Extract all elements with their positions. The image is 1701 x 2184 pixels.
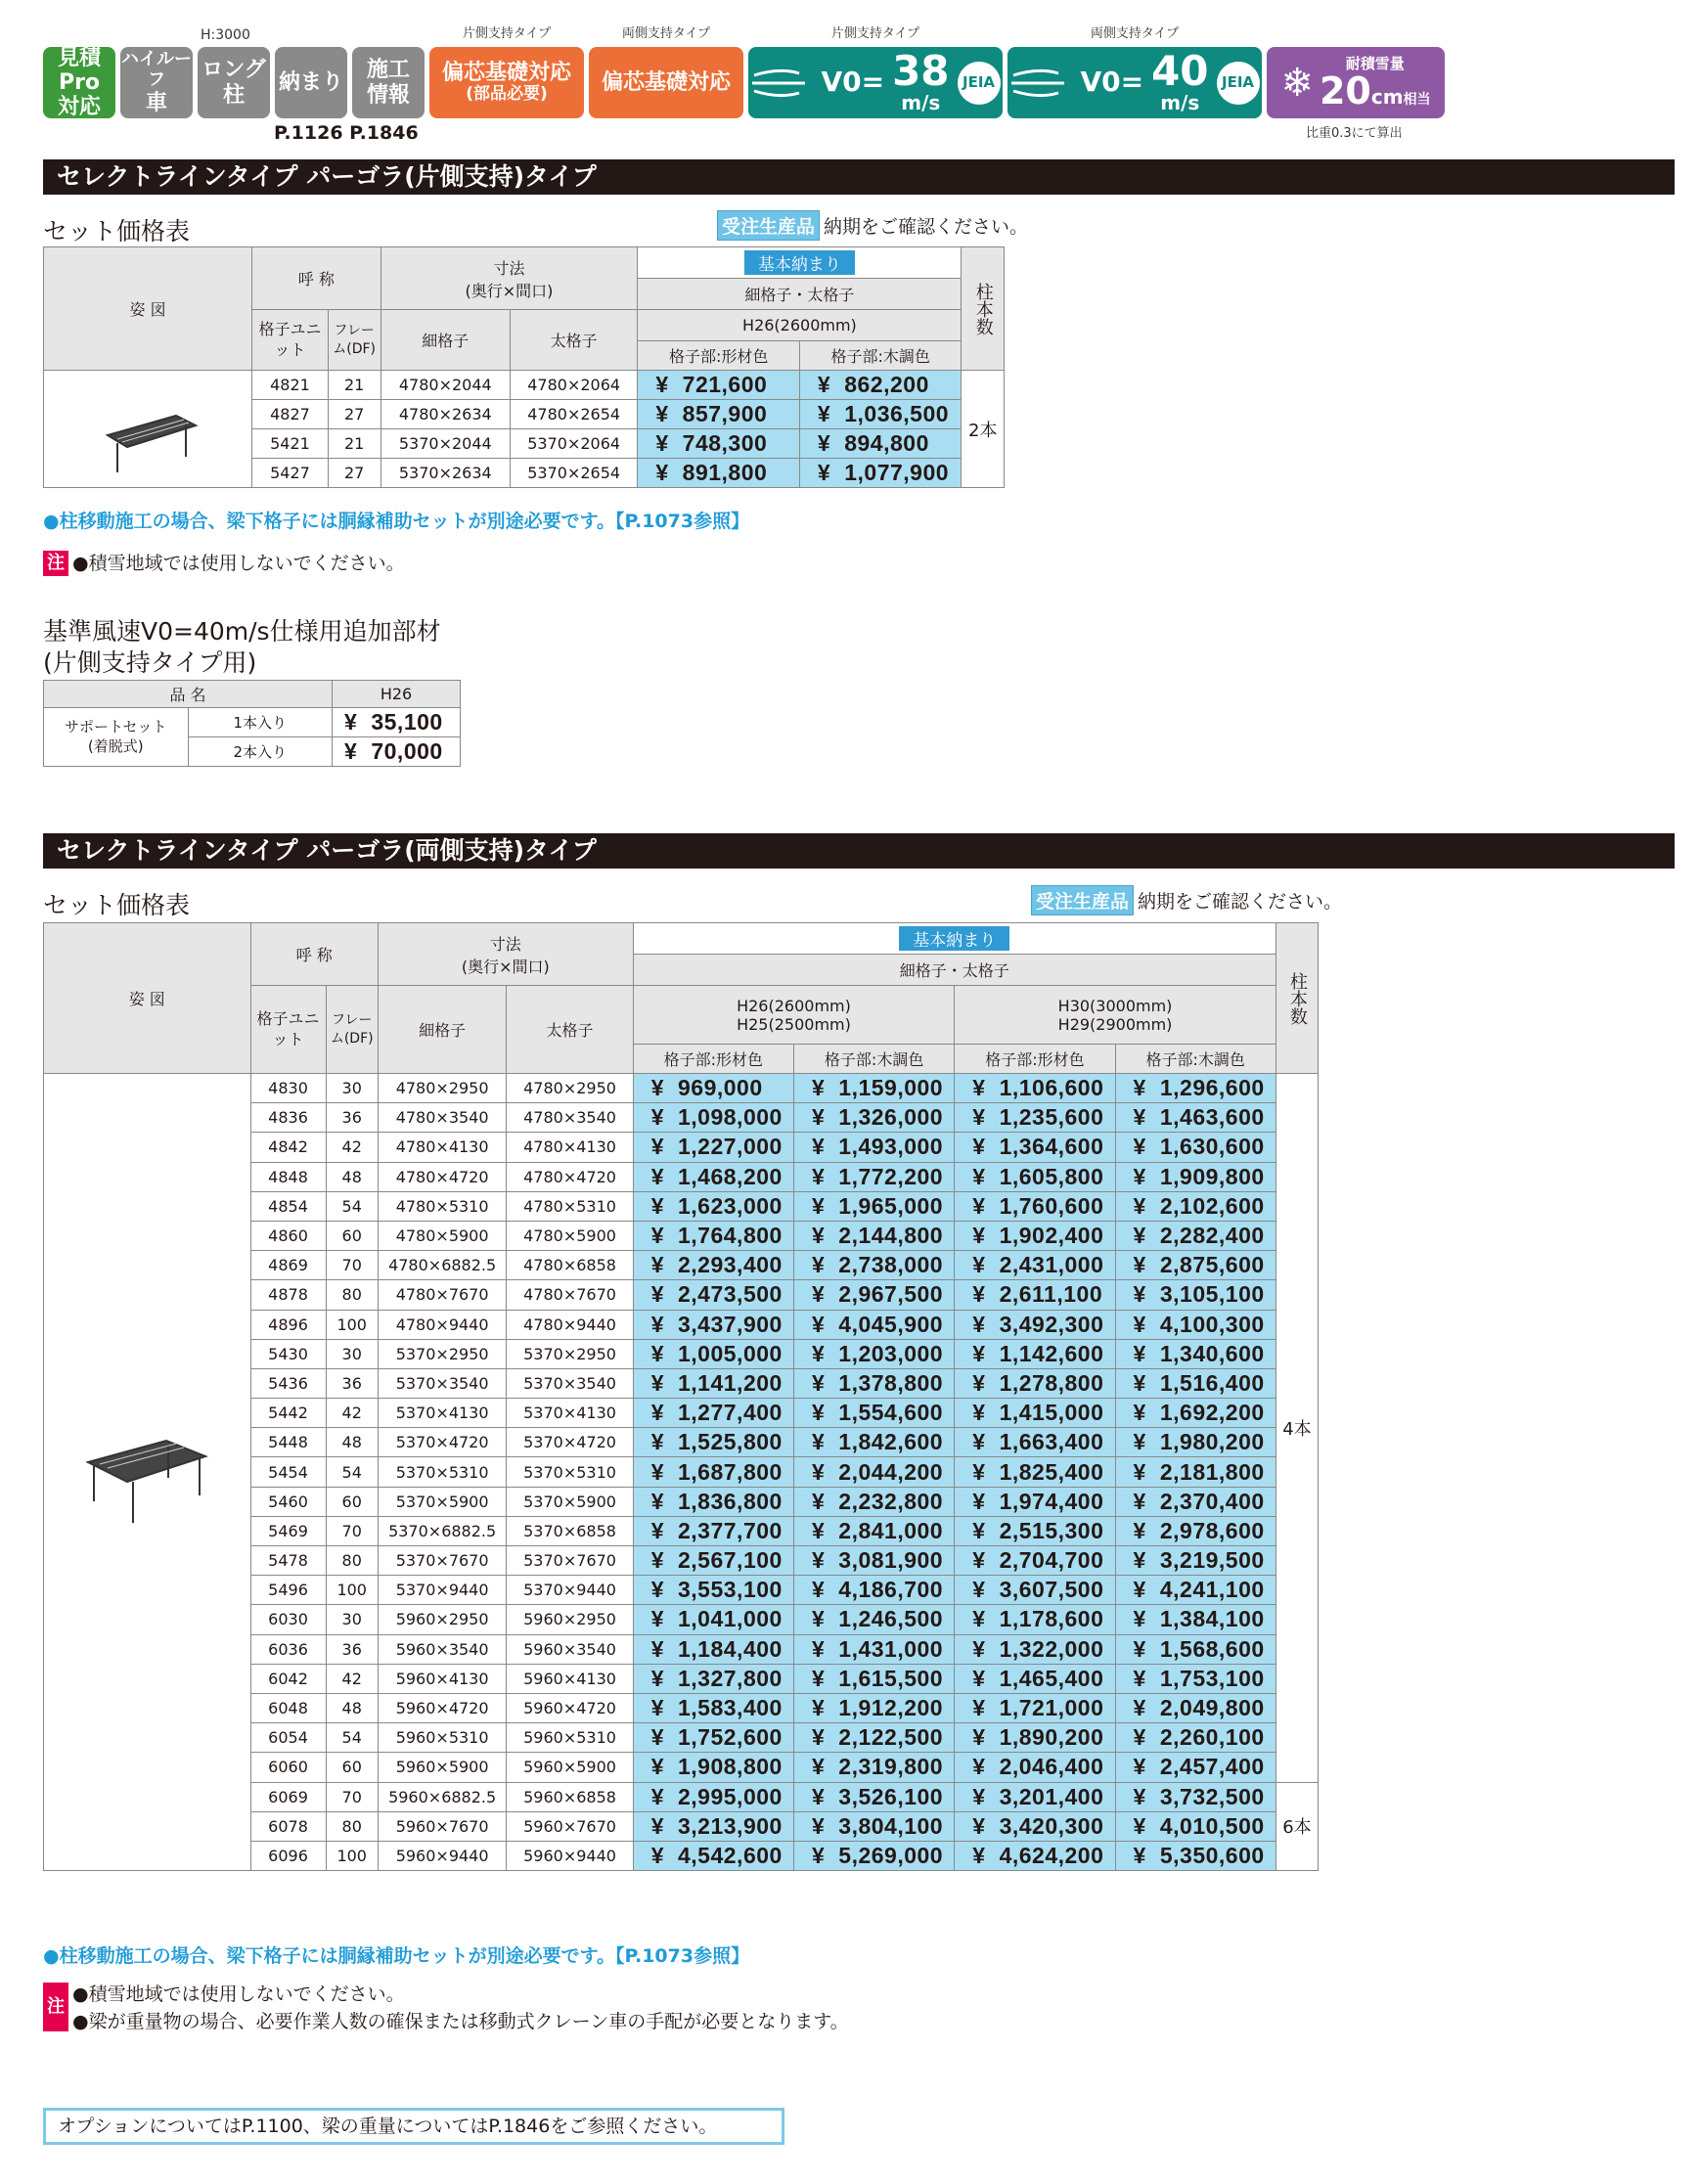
price-cell: ¥ 3,105,100 [1115, 1280, 1276, 1310]
frame-cell: 54 [326, 1191, 378, 1221]
futo-cell: 5370×4130 [507, 1399, 633, 1428]
code-cell: 5460 [250, 1487, 326, 1516]
price-cell: ¥ 2,370,400 [1115, 1487, 1276, 1516]
price-cell: ¥ 2,102,600 [1115, 1191, 1276, 1221]
hoso-cell: 4780×4130 [378, 1133, 506, 1162]
hoso-cell: 5370×7670 [378, 1546, 506, 1576]
frame-cell: 30 [326, 1339, 378, 1368]
price-cell: ¥ 2,049,800 [1115, 1693, 1276, 1722]
header-yobi: 呼 称 [252, 247, 380, 310]
code-cell: 5430 [250, 1339, 326, 1368]
section2-title: セレクトラインタイプ パーゴラ(両側支持)タイプ [43, 833, 1675, 869]
code-cell: 6096 [250, 1841, 326, 1870]
frame-cell: 60 [326, 1487, 378, 1516]
code-cell: 5478 [250, 1546, 326, 1576]
price-cell: ¥ 1,141,200 [633, 1368, 793, 1398]
frame-cell: 100 [326, 1841, 378, 1870]
price-cell: ¥ 1,296,600 [1115, 1074, 1276, 1103]
price-cell: ¥ 1,908,800 [633, 1753, 793, 1782]
price-cell: ¥ 2,319,800 [793, 1753, 954, 1782]
price-cell: ¥ 2,841,000 [793, 1516, 954, 1545]
frame-cell: 48 [326, 1693, 378, 1722]
hoso-cell: 5960×4720 [378, 1693, 506, 1722]
price-cell: ¥ 2,995,000 [633, 1782, 793, 1811]
price-cell: ¥ 2,738,000 [793, 1251, 954, 1280]
price-cell: ¥ 1,159,000 [793, 1074, 954, 1103]
price-cell: ¥ 1,384,100 [1115, 1605, 1276, 1634]
price-cell: ¥ 2,260,100 [1115, 1723, 1276, 1753]
price-cell: ¥ 4,186,700 [793, 1576, 954, 1605]
hoso-cell: 4780×5900 [378, 1221, 506, 1250]
frame-cell: 27 [328, 459, 380, 488]
price-cell: ¥ 1,516,400 [1115, 1368, 1276, 1398]
price-cell: ¥ 1,322,000 [955, 1634, 1115, 1664]
hoso-cell: 4780×2044 [380, 371, 510, 400]
hoso-cell: 4780×6882.5 [378, 1251, 506, 1280]
header-h26: H26(2600mm) [638, 310, 962, 341]
price-cell: ¥ 1,772,200 [793, 1162, 954, 1191]
header-kihon: 基本納まり [638, 247, 962, 279]
hoso-cell: 4780×2634 [380, 400, 510, 429]
price-cell: ¥ 1,277,400 [633, 1399, 793, 1428]
hoso-cell: 5960×3540 [378, 1634, 506, 1664]
wind-icon [750, 64, 813, 103]
frame-cell: 30 [326, 1605, 378, 1634]
futo-cell: 5370×9440 [507, 1576, 633, 1605]
badge-sekou: 施工 情報 [352, 47, 425, 118]
price-cell: ¥ 4,542,600 [633, 1841, 793, 1870]
price-cell: ¥ 1,980,200 [1115, 1428, 1276, 1457]
pergola-two-side-illustration [78, 1423, 215, 1531]
pergola-one-side-illustration [98, 396, 205, 474]
hoso-cell: 5370×5310 [378, 1457, 506, 1487]
futo-cell: 5960×4130 [507, 1664, 633, 1693]
header-frame: フレーム(DF) [328, 310, 380, 371]
code-cell: 4878 [250, 1280, 326, 1310]
badge-snow: ❄ 耐積雪量 20cm相当 比重0.3にて算出 [1267, 47, 1445, 118]
code-cell: 4821 [252, 371, 329, 400]
code-cell: 6054 [250, 1723, 326, 1753]
price-cell: ¥ 1,974,400 [955, 1487, 1115, 1516]
hoso-cell: 4780×2950 [378, 1074, 506, 1103]
price-cell: ¥ 1,278,800 [955, 1368, 1115, 1398]
code-cell: 4842 [250, 1133, 326, 1162]
hoso-cell: 5370×9440 [378, 1576, 506, 1605]
price-cell: ¥ 1,760,600 [955, 1191, 1115, 1221]
code-cell: 5436 [250, 1368, 326, 1398]
code-cell: 5448 [250, 1428, 326, 1457]
price-cell: ¥ 1,752,600 [633, 1723, 793, 1753]
futo-cell: 5960×9440 [507, 1841, 633, 1870]
price-cell: ¥ 1,764,800 [633, 1221, 793, 1250]
futo-cell: 4780×5310 [507, 1191, 633, 1221]
price-cell: ¥ 1,178,600 [955, 1605, 1115, 1634]
price-cell: ¥ 2,875,600 [1115, 1251, 1276, 1280]
section2-subtitle: セット価格表 [43, 891, 191, 919]
price-cell: ¥ 2,046,400 [955, 1753, 1115, 1782]
code-cell: 4827 [252, 400, 329, 429]
hoso-cell: 4780×5310 [378, 1191, 506, 1221]
price-cell: ¥ 3,219,500 [1115, 1546, 1276, 1576]
section2-notes: 注 ●積雪地域では使用しないでください。 ●梁が重量物の場合、必要作業人数の確保または移動式クレーン車の手配が必要となります。 [43, 1981, 849, 2035]
price-cell: ¥ 3,492,300 [955, 1310, 1115, 1339]
price-cell: ¥ 5,350,600 [1115, 1841, 1276, 1870]
price-cell: ¥ 3,607,500 [955, 1576, 1115, 1605]
hashira-cell: 2本 [962, 371, 1005, 488]
code-cell: 4848 [250, 1162, 326, 1191]
hoso-cell: 5370×2634 [380, 459, 510, 488]
price-cell: ¥ 1,468,200 [633, 1162, 793, 1191]
price-cell: ¥ 2,431,000 [955, 1251, 1115, 1280]
futo-cell: 4780×2064 [510, 371, 637, 400]
badge-wind-40: 両側支持タイプ V0= 40 m/s JEIA [1007, 47, 1262, 118]
section2-note-blue: ●柱移動施工の場合、梁下格子には胴縁補助セットが別途必要です。【P.1073参照】 [43, 1945, 750, 1967]
code-cell: 4860 [250, 1221, 326, 1250]
price-cell: ¥ 1,630,600 [1115, 1133, 1276, 1162]
price-cell: ¥ 1,692,200 [1115, 1399, 1276, 1428]
price-cell: ¥ 2,515,300 [955, 1516, 1115, 1545]
code-cell: 6036 [250, 1634, 326, 1664]
support-title: 基準風速V0=40m/s仕様用追加部材 [43, 617, 441, 646]
price-cell: ¥ 1,005,000 [633, 1339, 793, 1368]
price-cell: ¥ 1,235,600 [955, 1103, 1115, 1133]
futo-cell: 5960×6858 [507, 1782, 633, 1811]
frame-cell: 100 [326, 1576, 378, 1605]
price-cell: ¥ 1,036,500 [799, 400, 962, 429]
price-cell: ¥ 3,420,300 [955, 1811, 1115, 1841]
price-cell: ¥ 1,465,400 [955, 1664, 1115, 1693]
frame-cell: 36 [326, 1103, 378, 1133]
futo-cell: 5960×5310 [507, 1723, 633, 1753]
price-cell: ¥ 748,300 [638, 429, 800, 459]
price-cell: ¥ 4,241,100 [1115, 1576, 1276, 1605]
frame-cell: 54 [326, 1457, 378, 1487]
price-cell: ¥ 1,326,000 [793, 1103, 954, 1133]
futo-cell: 5370×3540 [507, 1368, 633, 1398]
price-cell: ¥ 3,437,900 [633, 1310, 793, 1339]
code-cell: 6078 [250, 1811, 326, 1841]
price-cell: ¥ 1,340,600 [1115, 1339, 1276, 1368]
frame-cell: 42 [326, 1664, 378, 1693]
code-cell: 6060 [250, 1753, 326, 1782]
price-cell: ¥ 1,605,800 [955, 1162, 1115, 1191]
price-cell: ¥ 1,327,800 [633, 1664, 793, 1693]
section2-price-table: 姿 図 呼 称 寸法 (奥行×間口) 基本納まり 柱本数 細格子・太格子 格子ユニット フレーム(DF) 細格子 太格子 H26(2600mm) H25(2500mm) H30(3000mm) H29(2900mm) 格子部:形材色 格子部:木調色 格子部:形材色 格子部:木調色 4830 30 4780×2950 4780×2950 ¥ 969,000 ¥ 1,159,000 ¥ 1,106,600 ¥ 1,296,600 4本 4836 36 4780×3540 4780×3540 ¥ 1,098,000 ¥ 1,326,000 ¥ 1,235,600 ¥ 1,463,600 4842 42 4780×4130 4780×4130 ¥ 1,227,000 ¥ 1,493,000 ¥ 1,364,600 ¥ 1,630,600 4848 48 4780×4720 4780×4720 ¥ 1,468,200 ¥ 1,772,200 ¥ 1,605,800 ¥ 1,909,800 4854 54 4780×5310 4780×5310 ¥ 1,623,000 ¥ 1,965,000 ¥ 1,760,600 ¥ 2,102,600 4860 60 4780×5900 4780×5900 ¥ 1,764,800 ¥ 2,144,800 ¥ 1,902,400 ¥ 2,282,400 4869 70 4780×6882.5 4780×6858 ¥ 2,293,400 ¥ 2,738,000 ¥ 2,431,000 ¥ 2,875,600 4878 80 4780×7670 4780×7670 ¥ 2,473,500 ¥ 2,967,500 ¥ 2,611,100 ¥ 3,105,100 4896 100 4780×9440 4780×9440 ¥ 3,437,900 ¥ 4,045,900 ¥ 3,492,300 ¥ 4,100,300 5430 30 5370×2950 5370×2950 ¥ 1,005,000 ¥ 1,203,000 ¥ 1,142,600 ¥ 1,340,600 5436 36 5370×3540 5370×3540 ¥ 1,141,200 ¥ 1,378,800 ¥ 1,278,800 ¥ 1,516,400 5442 42 5370×4130 5370×4130 ¥ 1,277,400 ¥ 1,554,600 ¥ 1,415,000 ¥ 1,692,200 5448 48 5370×4720 5370×4720 ¥ 1,525,800 ¥ 1,842,600 ¥ 1,663,400 ¥ 1,980,200 5454 54 5370×5310 5370×5310 ¥ 1,687,800 ¥ 2,044,200 ¥ 1,825,400 ¥ 2,181,800 5460 60 5370×5900 5370×5900 ¥ 1,836,800 ¥ 2,232,800 ¥ 1,974,400 ¥ 2,370,400 5469 70 5370×6882.5 5370×6858 ¥ 2,377,700 ¥ 2,841,000 ¥ 2,515,300 ¥ 2,978,600 5478 80 5370×7670 5370×7670 ¥ 2,567,100 ¥ 3,081,900 ¥ 2,704,700 ¥ 3,219,500 5496 100 5370×9440 5370×9440 ¥ 3,553,100 ¥ 4,186,700 ¥ 3,607,500 ¥ 4,241,100 6030 30 5960×2950 5960×2950 ¥ 1,041,000 ¥ 1,246,500 ¥ 1,178,600 ¥ 1,384,100 6036 36 5960×3540 5960×3540 ¥ 1,184,400 ¥ 1,431,000 ¥ 1,322,000 ¥ 1,568,600 6042 42 5960×4130 5960×4130 ¥ 1,327,800 ¥ 1,615,500 ¥ 1,465,400 ¥ 1,753,100 6048 48 5960×4720 5960×4720 ¥ 1,583,400 ¥ 1,912,200 ¥ 1,721,000 ¥ 2,049,800 6054 54 5960×5310 5960×5310 ¥ 1,752,600 ¥ 2,122,500 ¥ 1,890,200 ¥ 2,260,100 6060 60 5960×5900 5960×5900 ¥ 1,908,800 ¥ 2,319,800 ¥ 2,046,400 ¥ 2,457,400 6069 70 5960×6882.5 5960×6858 ¥ 2,995,000 ¥ 3,526,100 ¥ 3,201,400 ¥ 3,732,500 6本 6078 80 5960×7670 5960×7670 ¥ 3,213,900 ¥ 3,804,100 ¥ 3,420,300 ¥ 4,010,500 6096 100 5960×9440 5960×9440 ¥ 4,542,600 ¥ 5,269,000 ¥ 4,624,200 ¥ 5,350,600 [43, 922, 1319, 1871]
code-cell: 5454 [250, 1457, 326, 1487]
price-cell: ¥ 1,615,500 [793, 1664, 954, 1693]
price-cell: ¥ 3,201,400 [955, 1782, 1115, 1811]
futo-cell: 5370×6858 [507, 1516, 633, 1545]
hoso-cell: 5960×2950 [378, 1605, 506, 1634]
futo-cell: 5960×5900 [507, 1753, 633, 1782]
price-cell: ¥ 1,415,000 [955, 1399, 1115, 1428]
futo-cell: 4780×2950 [507, 1074, 633, 1103]
price-cell: ¥ 1,364,600 [955, 1133, 1115, 1162]
wind-icon [1009, 64, 1072, 103]
price-cell: ¥ 1,227,000 [633, 1133, 793, 1162]
badge-high-roof: ハイルーフ 車 [120, 47, 193, 118]
hoso-cell: 5370×2950 [378, 1339, 506, 1368]
code-cell: 4869 [250, 1251, 326, 1280]
price-cell: ¥ 4,010,500 [1115, 1811, 1276, 1841]
frame-cell: 36 [326, 1634, 378, 1664]
price-cell: ¥ 894,800 [799, 429, 962, 459]
support-table: 品 名 H26 サポートセット (着脱式) 1本入り ¥ 35,100 2本入り ¥ 70,000 [43, 680, 461, 767]
header-sunpo: 寸法 (奥行×間口) [380, 247, 638, 310]
price-cell: ¥ 2,181,800 [1115, 1457, 1276, 1487]
price-cell: ¥ 1,583,400 [633, 1693, 793, 1722]
price-cell: ¥ 1,721,000 [955, 1693, 1115, 1722]
frame-cell: 60 [326, 1753, 378, 1782]
price-cell: ¥ 1,378,800 [793, 1368, 954, 1398]
price-cell: ¥ 2,473,500 [633, 1280, 793, 1310]
price-cell: ¥ 2,967,500 [793, 1280, 954, 1310]
code-cell: 6030 [250, 1605, 326, 1634]
price-cell: ¥ 2,377,700 [633, 1516, 793, 1545]
price-cell: ¥ 2,704,700 [955, 1546, 1115, 1576]
header-futo: 太格子 [510, 310, 637, 371]
price-cell: ¥ 1,142,600 [955, 1339, 1115, 1368]
price-cell: ¥ 1,965,000 [793, 1191, 954, 1221]
futo-cell: 5370×2950 [507, 1339, 633, 1368]
price-cell: ¥ 1,909,800 [1115, 1162, 1276, 1191]
badge-henshin-1: 片側支持タイプ 偏芯基礎対応 (部品必要) [429, 47, 584, 118]
futo-cell: 4780×6858 [507, 1251, 633, 1280]
frame-cell: 70 [326, 1516, 378, 1545]
hoso-cell: 5960×6882.5 [378, 1782, 506, 1811]
futo-cell: 4780×7670 [507, 1280, 633, 1310]
futo-cell: 5960×7670 [507, 1811, 633, 1841]
section1-note-blue: ●柱移動施工の場合、梁下格子には胴縁補助セットが別途必要です。【P.1073参照】 [43, 511, 750, 532]
price-cell: ¥ 1,902,400 [955, 1221, 1115, 1250]
price-cell: ¥ 3,213,900 [633, 1811, 793, 1841]
hoso-cell: 5370×4130 [378, 1399, 506, 1428]
header-hoso: 細格子 [380, 310, 510, 371]
price-cell: ¥ 1,568,600 [1115, 1634, 1276, 1664]
futo-cell: 5960×3540 [507, 1634, 633, 1664]
price-cell: ¥ 1,890,200 [955, 1723, 1115, 1753]
support-title2: (片側支持タイプ用) [43, 648, 257, 677]
price-cell: ¥ 1,077,900 [799, 459, 962, 488]
frame-cell: 80 [326, 1280, 378, 1310]
futo-cell: 5370×2654 [510, 459, 637, 488]
futo-cell: 5370×7670 [507, 1546, 633, 1576]
futo-cell: 5370×5900 [507, 1487, 633, 1516]
hoso-cell: 5960×7670 [378, 1811, 506, 1841]
hoso-cell: 5370×5900 [378, 1487, 506, 1516]
hoso-cell: 4780×7670 [378, 1280, 506, 1310]
footer-reference: オプションについてはP.1100、梁の重量についてはP.1846をご参照ください。 [43, 2108, 784, 2145]
hoso-cell: 5960×5310 [378, 1723, 506, 1753]
jeia-logo: JEIA [1217, 62, 1260, 105]
price-cell: ¥ 857,900 [638, 400, 800, 429]
frame-cell: 60 [326, 1221, 378, 1250]
code-cell: 4836 [250, 1103, 326, 1133]
code-cell: 5427 [252, 459, 329, 488]
price-cell: ¥ 2,611,100 [955, 1280, 1115, 1310]
futo-cell: 4780×5900 [507, 1221, 633, 1250]
price-cell: ¥ 5,269,000 [793, 1841, 954, 1870]
price-cell: ¥ 1,623,000 [633, 1191, 793, 1221]
price-cell: ¥ 3,732,500 [1115, 1782, 1276, 1811]
frame-cell: 54 [326, 1723, 378, 1753]
price-cell: ¥ 1,825,400 [955, 1457, 1115, 1487]
frame-cell: 27 [328, 400, 380, 429]
badge-long-pillar: ロング 柱 [198, 47, 270, 118]
section1-notes: 注 ●積雪地域では使用しないでください。 [43, 550, 405, 577]
futo-cell: 4780×3540 [507, 1103, 633, 1133]
price-cell: ¥ 4,045,900 [793, 1310, 954, 1339]
frame-cell: 48 [326, 1428, 378, 1457]
price-cell: ¥ 1,041,000 [633, 1605, 793, 1634]
snowflake-icon: ❄ [1280, 60, 1314, 106]
badge-henshin-2: 両側支持タイプ 偏芯基礎対応 [589, 47, 743, 118]
price-cell: ¥ 2,122,500 [793, 1723, 954, 1753]
futo-cell: 5370×5310 [507, 1457, 633, 1487]
hoso-cell: 5960×5900 [378, 1753, 506, 1782]
hoso-cell: 5960×9440 [378, 1841, 506, 1870]
header-mokucho: 格子部:木調色 [799, 341, 962, 371]
futo-cell: 5960×2950 [507, 1605, 633, 1634]
frame-cell: 70 [326, 1251, 378, 1280]
price-cell: ¥ 3,804,100 [793, 1811, 954, 1841]
hashira-cell: 6本 [1276, 1782, 1318, 1871]
price-cell: ¥ 1,687,800 [633, 1457, 793, 1487]
price-cell: ¥ 3,526,100 [793, 1782, 954, 1811]
frame-cell: 80 [326, 1811, 378, 1841]
hoso-cell: 5370×6882.5 [378, 1516, 506, 1545]
price-cell: ¥ 2,144,800 [793, 1221, 954, 1250]
badge-osamari: 納まり [275, 47, 347, 118]
price-cell: ¥ 1,203,000 [793, 1339, 954, 1368]
hoso-cell: 5960×4130 [378, 1664, 506, 1693]
price-cell: ¥ 1,753,100 [1115, 1664, 1276, 1693]
code-cell: 4830 [250, 1074, 326, 1103]
price-cell: ¥ 1,836,800 [633, 1487, 793, 1516]
section1-order-note: 受注生産品 納期をご確認ください。 [717, 210, 1028, 241]
price-cell: ¥ 2,978,600 [1115, 1516, 1276, 1545]
code-cell: 6069 [250, 1782, 326, 1811]
frame-cell: 80 [326, 1546, 378, 1576]
price-cell: ¥ 2,567,100 [633, 1546, 793, 1576]
frame-cell: 48 [326, 1162, 378, 1191]
caution-mark: 注 [43, 551, 68, 576]
hoso-cell: 4780×4720 [378, 1162, 506, 1191]
price-cell: ¥ 891,800 [638, 459, 800, 488]
hoso-cell: 5370×2044 [380, 429, 510, 459]
h3000-label: H:3000 [201, 27, 250, 43]
page-refs: P.1126 P.1846 [274, 122, 419, 144]
code-cell: 5421 [252, 429, 329, 459]
price-cell: ¥ 1,525,800 [633, 1428, 793, 1457]
header-kaku: 細格子・太格子 [638, 279, 962, 310]
frame-cell: 30 [326, 1074, 378, 1103]
price-cell: ¥ 4,100,300 [1115, 1310, 1276, 1339]
price-cell: ¥ 2,044,200 [793, 1457, 954, 1487]
frame-cell: 42 [326, 1133, 378, 1162]
futo-cell: 4780×4720 [507, 1162, 633, 1191]
price-cell: ¥ 721,600 [638, 371, 800, 400]
futo-cell: 4780×4130 [507, 1133, 633, 1162]
price-cell: ¥ 862,200 [799, 371, 962, 400]
price-cell: ¥ 2,282,400 [1115, 1221, 1276, 1250]
futo-cell: 5370×2064 [510, 429, 637, 459]
frame-cell: 36 [326, 1368, 378, 1398]
header-katazai: 格子部:形材色 [638, 341, 800, 371]
frame-cell: 100 [326, 1310, 378, 1339]
price-cell: ¥ 1,246,500 [793, 1605, 954, 1634]
badge-wind-38: 片側支持タイプ V0= 38 m/s JEIA [748, 47, 1003, 118]
price-cell: ¥ 1,098,000 [633, 1103, 793, 1133]
section2-order-note: 受注生産品 納期をご確認ください。 [1031, 885, 1342, 915]
price-cell: ¥ 1,912,200 [793, 1693, 954, 1722]
futo-cell: 5370×4720 [507, 1428, 633, 1457]
hoso-cell: 4780×3540 [378, 1103, 506, 1133]
code-cell: 5442 [250, 1399, 326, 1428]
header-hashira: 柱本数 [962, 247, 1005, 371]
hashira-cell: 4本 [1276, 1074, 1318, 1783]
price-cell: ¥ 1,463,600 [1115, 1103, 1276, 1133]
hoso-cell: 4780×9440 [378, 1310, 506, 1339]
hoso-cell: 5370×4720 [378, 1428, 506, 1457]
price-cell: ¥ 1,663,400 [955, 1428, 1115, 1457]
frame-cell: 21 [328, 429, 380, 459]
price-cell: ¥ 3,081,900 [793, 1546, 954, 1576]
futo-cell: 5960×4720 [507, 1693, 633, 1722]
price-cell: ¥ 2,232,800 [793, 1487, 954, 1516]
badge-mitsumori: 見積Pro 対応 [43, 47, 115, 118]
frame-cell: 21 [328, 371, 380, 400]
futo-cell: 4780×2654 [510, 400, 637, 429]
price-cell: ¥ 2,457,400 [1115, 1753, 1276, 1782]
section1-title: セレクトラインタイプ パーゴラ(片側支持)タイプ [43, 159, 1675, 195]
price-cell: ¥ 1,554,600 [793, 1399, 954, 1428]
table-row [44, 1074, 1319, 1103]
price-cell: ¥ 1,106,600 [955, 1074, 1115, 1103]
code-cell: 4896 [250, 1310, 326, 1339]
hoso-cell: 5370×3540 [378, 1368, 506, 1398]
code-cell: 4854 [250, 1191, 326, 1221]
price-cell: ¥ 1,493,000 [793, 1133, 954, 1162]
price-cell: ¥ 1,184,400 [633, 1634, 793, 1664]
frame-cell: 42 [326, 1399, 378, 1428]
code-cell: 6048 [250, 1693, 326, 1722]
caution-mark: 注 [43, 1983, 68, 2031]
price-cell: ¥ 3,553,100 [633, 1576, 793, 1605]
futo-cell: 4780×9440 [507, 1310, 633, 1339]
jeia-logo: JEIA [958, 62, 1001, 105]
header-koshi: 格子ユニット [252, 310, 329, 371]
price-cell: ¥ 969,000 [633, 1074, 793, 1103]
price-cell: ¥ 1,842,600 [793, 1428, 954, 1457]
header-zu: 姿 図 [44, 247, 252, 371]
price-cell: ¥ 4,624,200 [955, 1841, 1115, 1870]
price-cell: ¥ 2,293,400 [633, 1251, 793, 1280]
code-cell: 5469 [250, 1516, 326, 1545]
section1-subtitle: セット価格表 [43, 217, 191, 245]
price-cell: ¥ 1,431,000 [793, 1634, 954, 1664]
frame-cell: 70 [326, 1782, 378, 1811]
code-cell: 5496 [250, 1576, 326, 1605]
table-row [44, 371, 1005, 400]
code-cell: 6042 [250, 1664, 326, 1693]
